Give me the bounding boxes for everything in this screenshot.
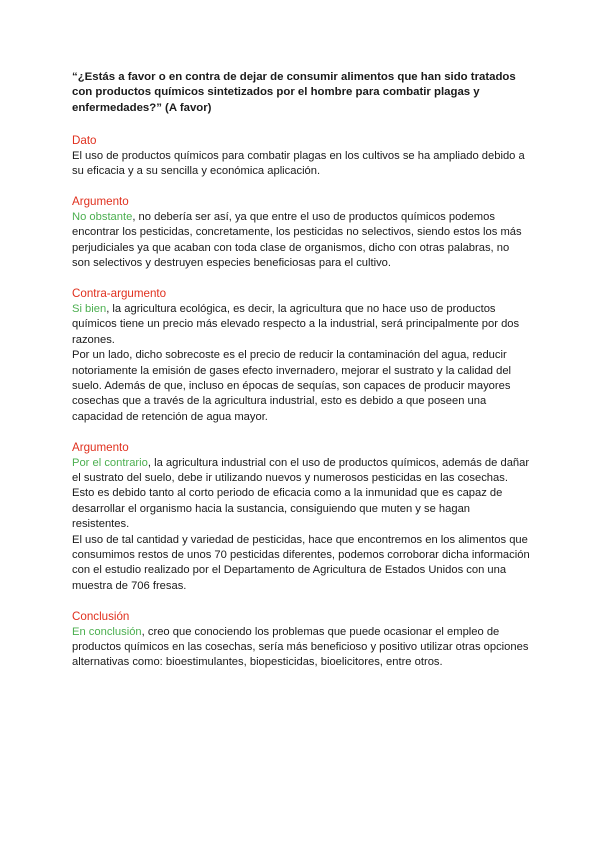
document-title: “¿Estás a favor o en contra de dejar de consumir alimentos que han sido tratados con productos químicos sintetizados por el hombre para combatir plagas y enfermedades?” (A favor) (72, 71, 516, 114)
paragraph (72, 533, 530, 595)
section-heading: Argumento (72, 441, 129, 455)
paragraph (72, 348, 530, 425)
section-heading: Contra-argumento (72, 287, 167, 301)
paragraph (72, 302, 530, 348)
section-argumento-1 (72, 194, 530, 271)
document-page (72, 70, 530, 686)
section-heading: Conclusión (72, 610, 130, 624)
section-conclusion (72, 609, 530, 671)
connector-phrase: En conclusión (72, 625, 142, 638)
paragraph-text: Por un lado, dicho sobrecoste es el precio de reducir la contaminación del agua, reducir notoriamente la emisión de gases efecto invernadero, mejorar el sustrato y la calidad del suelo. Además de que, incluso en épocas de sequías, son capaces de producir mayores cosechas que a través de la agricultura industrial, esto es debido a que poseen una capacidad de retención de agua mayor. (72, 349, 512, 423)
section-dato (72, 133, 530, 179)
paragraph (72, 625, 530, 671)
paragraph-text: , la agricultura ecológica, es decir, la agricultura que no hace uso de productos químicos tiene un precio más elevado respecto a la industrial, será principalmente por dos razones. (72, 302, 520, 346)
paragraph-text: El uso de productos químicos para combatir plagas en los cultivos se ha ampliado debido a su eficacia y a su sencilla y económica aplicación. (72, 149, 525, 178)
paragraph (72, 210, 530, 272)
paragraph (72, 456, 530, 533)
paragraph-text: El uso de tal cantidad y variedad de pesticidas, hace que encontremos en los alimentos que consumimos restos de unos 70 pesticidas diferentes, podemos corroborar dicha información con el estudio realizado por el Departamento de Agricultura de Estados Unidos con una muestra de 706 fresas. (72, 533, 530, 592)
connector-phrase: No obstante (72, 210, 133, 223)
section-heading: Argumento (72, 195, 129, 209)
section-heading: Dato (72, 134, 97, 148)
paragraph-text: , la agricultura industrial con el uso de productos químicos, además de dañar el sustrato del suelo, debe ir utilizando nuevos y numerosos pesticidas en las cosechas. Esto es debido tanto al corto periodo de eficacia como a la inmunidad que es capaz de desarrollar el organismo hacia la sustancia, consiguiendo que muten y se hagan resistentes. (72, 456, 530, 531)
paragraph (72, 149, 530, 180)
section-argumento-2 (72, 440, 530, 594)
paragraph-text: , no debería ser así, ya que entre el uso de productos químicos podemos encontrar los pesticidas, concretamente, los pesticidas no selectivos, siendo estos los más perjudiciales ya que acaban con toda clase de organismos, dicho con otras palabras, no son selectivos y destruyen especies beneficiosas para el cultivo. (72, 210, 522, 270)
section-contra-argumento (72, 286, 530, 425)
connector-phrase: Por el contrario (72, 456, 148, 469)
paragraph-text: , creo que conociendo los problemas que puede ocasionar el empleo de productos químicos en las cosechas, sería más beneficioso y positivo utilizar otras opciones alternativas como: bioestimulantes, biopesticidas, bioelicitores, entre otros. (72, 625, 529, 669)
connector-phrase: Si bien (72, 302, 107, 315)
